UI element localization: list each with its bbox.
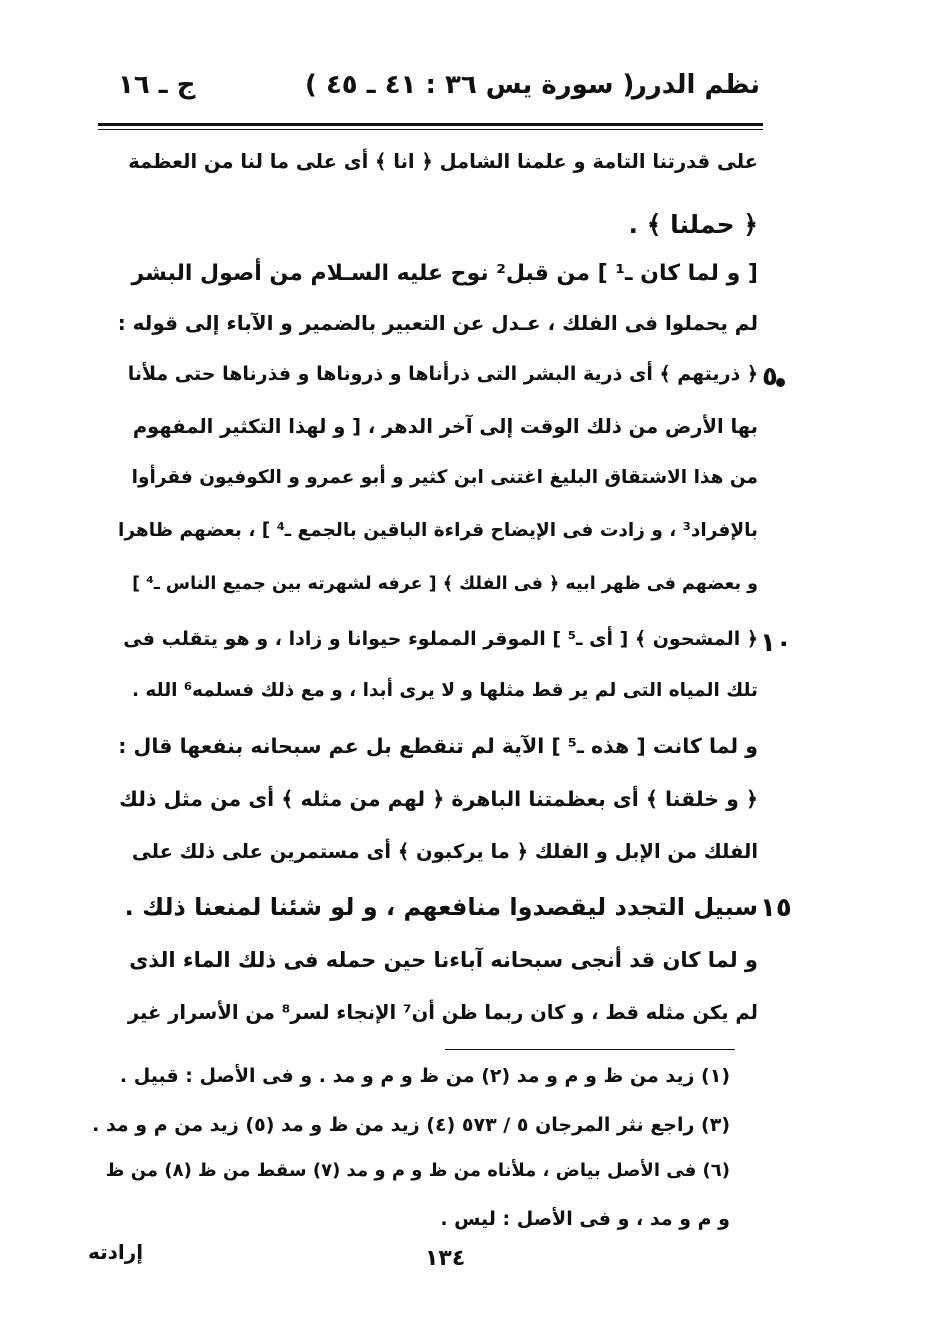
text-line: الفلك من الإبل و الفلك ﴿ ما يركبون ﴾ أى مستمرين على ذلك على [131,840,758,863]
volume-number: ج ـ ١٦ [118,70,196,100]
line-number-15: ١٥ [760,893,792,923]
footnote-rule [445,1049,735,1050]
text-line: لم يكن مثله قط ، و كان ربما ظن أن⁷ الإنجاء لسر⁸ من الأسرار غير [127,1001,758,1024]
text-line: لم يحملوا فى الفلك ، عـدل عن التعبير بالضمير و الآباء إلى قوله : [117,311,758,335]
catchword: إرادته [88,1240,144,1264]
line-number-10: ١٠ [760,628,792,658]
text-line: من هذا الاشتقاق البليغ اغتنى ابن كثير و أبو عمرو و الكوفيون فقرأوا [131,467,758,488]
text-line: ﴿ المشحون ﴾ [ أى ـ⁵ ] الموقر المملوء حيوانا و زادا ، و هو يتقلب فى [123,628,758,650]
footnote-line: (١) زيد من ظ و م و مد (٢) من ظ و م و مد . و فى الأصل : قبيل . [119,1065,730,1087]
text-line: سبيل التجدد ليقصدوا منافعهم ، و لو شئنا لمنعنا ذلك . [124,893,758,921]
text-line: بالإفراد³ ، و زادت فى الإيضاح قراءة الباقين بالجمع ـ⁴ ] ، بعضهم ظاهرا [118,520,758,541]
footnote-line: (٣) راجع نثر المرجان ٥ / ٥٧٣ (٤) زيد من ظ و مد (٥) زيد من م و مد . [92,1114,730,1136]
text-line: ﴿ ذريتهم ﴾ أى ذرية البشر التى ذرأناها و ذروناها و فذرناها حتى ملأنا [127,363,758,385]
header-rule-thick [98,123,763,126]
text-line: ﴿ حملنا ﴾ . [628,210,758,239]
text-line: و بعضهم فى ظهر ابيه ﴿ فى الفلك ﴾ [ عرفه لشهرته بين جميع الناس ـ⁴ ] [132,574,758,594]
text-line: على قدرتنا التامة و علمنا الشامل ﴿ انا ﴾ أى على ما لنا من العظمة [128,150,758,173]
text-line: [ و لما كان ـ¹ ] من قبل² نوح عليه السـلام من أصول البشر [131,261,758,286]
footnote-line: (٦) فى الأصل بياض ، ملأناه من ظ و م و مد (٧) سقط من ظ (٨) من ظ [105,1160,730,1181]
text-line: و لما كان قد أنجى سبحانه آباءنا حين حمله فى ذلك الماء الذى [129,948,758,972]
running-title: نظم الدرر [631,70,760,100]
footnote-line: و م و مد ، و فى الأصل : ليس . [440,1208,730,1230]
header-rule-thin [98,129,763,130]
page-number: ١٣٤ [425,1246,466,1271]
text-line: ﴿ و خلقنا ﴾ أى بعظمتنا الباهرة ﴿ لهم من مثله ﴾ أى من مثل ذلك [119,787,758,811]
text-line: تلك المياه التى لم ير قط مثلها و لا يرى أبدا ، و مع ذلك فسلمه⁶ الله . [131,680,758,701]
surah-reference: ( سورة يس ٣٦ : ٤١ ـ ٤٥ ) [305,70,635,100]
text-line: بها الأرض من ذلك الوقت إلى آخر الدهر ، [ و لهذا التكثير المفهوم [132,415,758,438]
line-number-5: ٥ [762,362,778,392]
text-line: و لما كانت [ هذه ـ⁵ ] الآية لم تنقطع بل عم سبحانه بنفعها قال : [118,734,758,758]
